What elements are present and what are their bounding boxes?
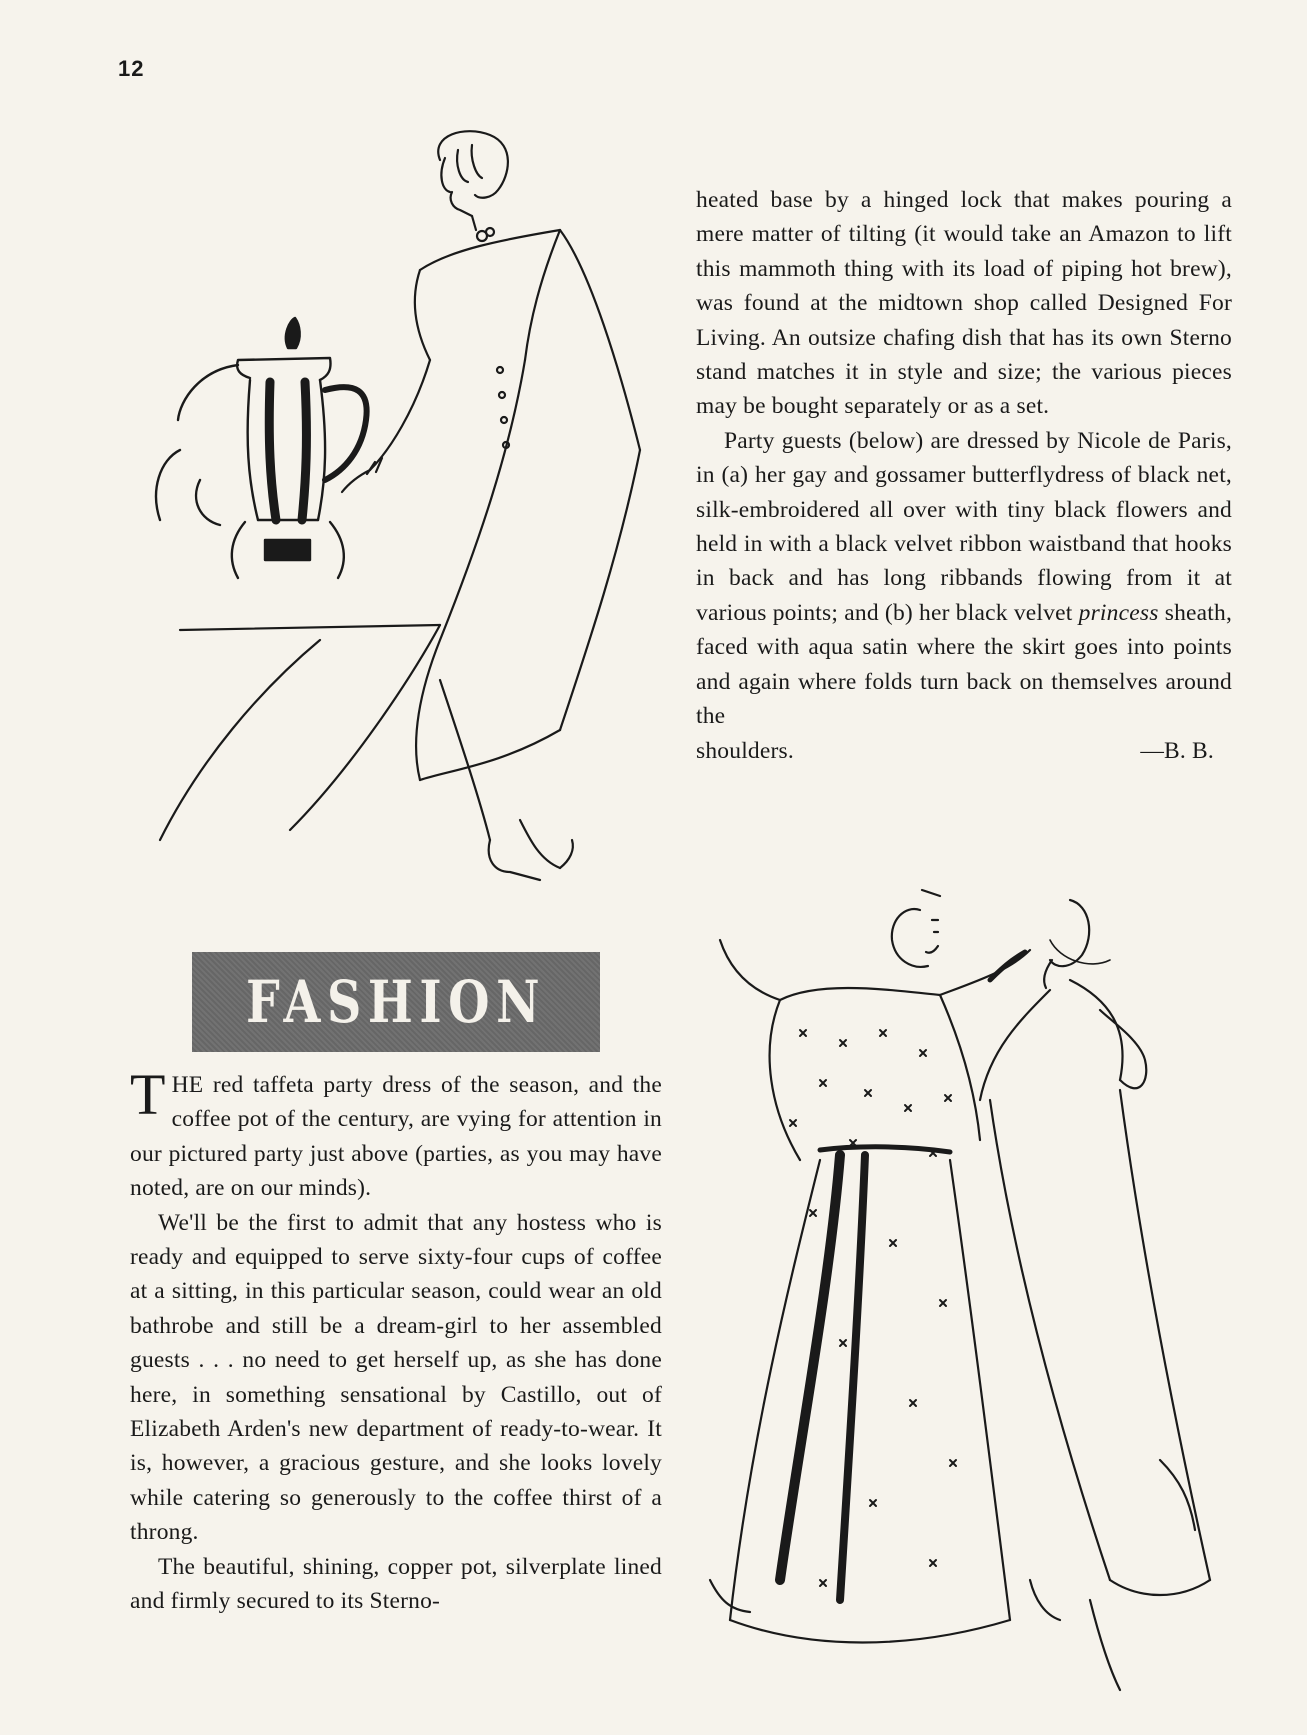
illustration-hostess-coffee-pot	[120, 120, 680, 940]
banner-title: FASHION	[245, 968, 547, 1036]
signoff-row	[696, 734, 1232, 768]
right-column-paragraph-2	[696, 424, 1232, 734]
right-column-paragraph-2-start: Party guests (below) are dressed by Nicole de Paris, in (a) her gay and gossamer butterflydress of black net, silk-embroidered all over with tiny black flowers and held in with a black velvet ribbon waistband that hooks in back and has long ribbands flowing from it at various points; and (b) her black velvet	[696, 427, 1232, 626]
left-column-paragraph-2: We'll be the first to admit that any hostess who is ready and equipped to serve sixty-four cups of coffee at a sitting, in this particular season, could wear an old bathrobe and still be a dream-girl to her assembled guests . . . no need to get herself up, as she has done here, in something sensational by Castillo, out of Elizabeth Arden's new department of ready-to-wear. It is, however, a gracious gesture, and she looks lovely while catering so generously to the coffee thirst of a throng.	[130, 1209, 662, 1546]
emphasis-princess: princess	[1078, 599, 1159, 626]
drop-cap: T	[130, 1062, 166, 1127]
article-right-column	[696, 183, 1232, 768]
left-column-paragraph-1	[130, 1062, 662, 1206]
page-number: 12	[118, 56, 145, 81]
left-column-paragraph-3: The beautiful, shining, copper pot, silverplate lined and firmly secured to its Sterno-	[130, 1553, 662, 1615]
article-left-column	[130, 1062, 662, 1619]
right-column-last-word: shoulders.	[696, 737, 794, 764]
illustration-party-guests	[690, 880, 1250, 1710]
right-column-paragraph-1: heated base by a hinged lock that makes pouring a mere matter of tilting (it would take an Amazon to lift this mammoth thing with its load of piping hot brew), was found at the midtown shop called Designed For Living. An outsize chafing dish that has its own Sterno stand matches it in style and size; the various pieces may be bought separately or as a set.	[696, 187, 1232, 420]
author-signature: —B. B.	[1140, 737, 1214, 764]
right-column-paragraph-2-end: sheath, faced with aqua satin where the skirt goes into points and again where folds turn back on themselves around the	[696, 599, 1233, 730]
left-column-paragraph-1-text: HE red taffeta party dress of the season, and the coffee pot of the century, are vying for attention in our pictured party just above (parties, as you may have noted, are on our minds).	[130, 1072, 662, 1202]
fashion-banner	[192, 952, 600, 1052]
